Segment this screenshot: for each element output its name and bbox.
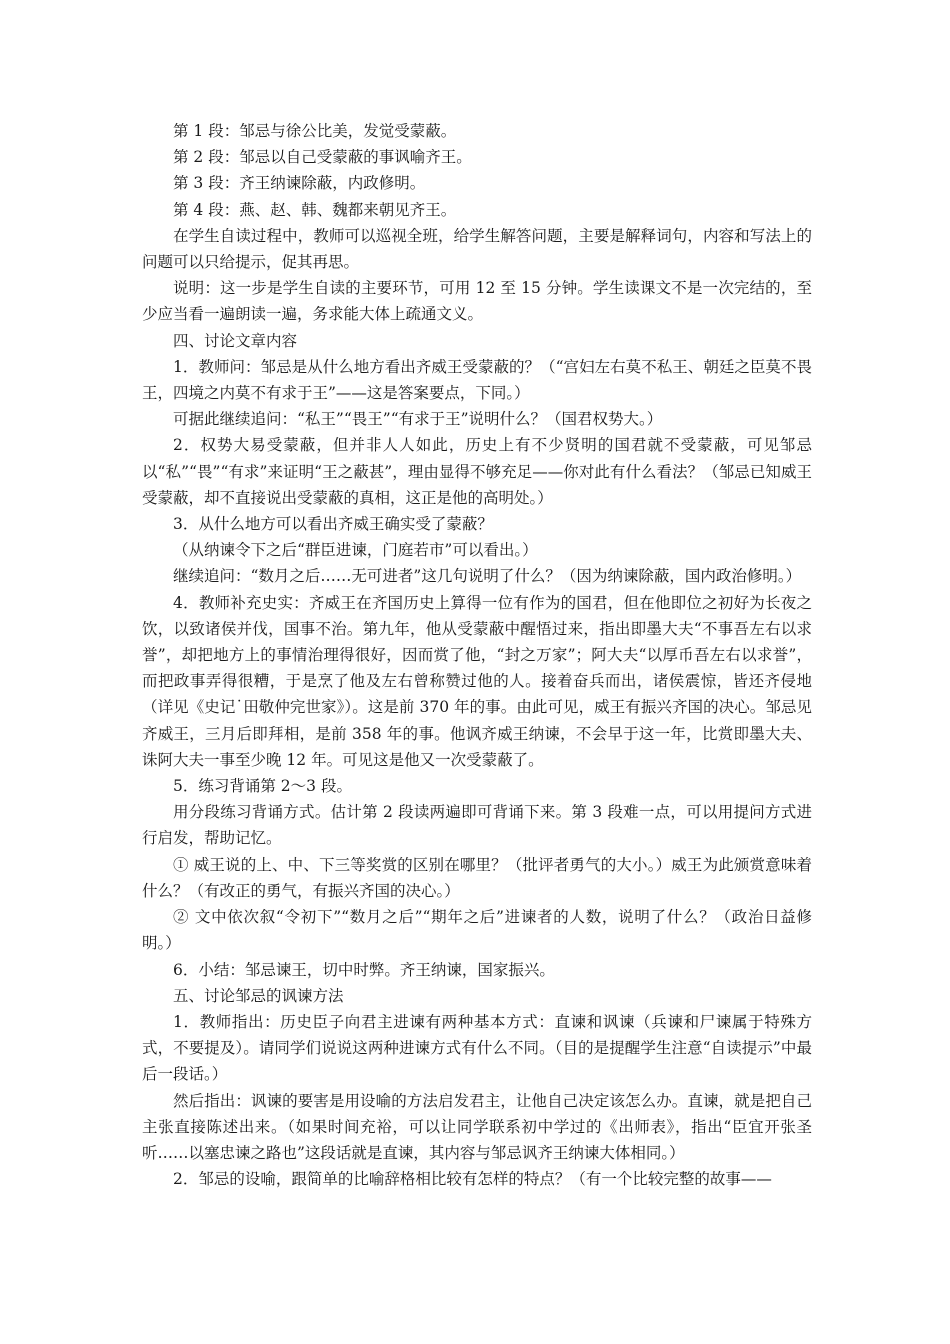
paragraph: 2．邹忌的设喻，跟简单的比喻辞格相比较有怎样的特点？（有一个比较完整的故事——	[173, 1170, 772, 1189]
paragraph: ① 威王说的上、中、下三等奖赏的区别在哪里？（批评者勇气的大小。）威王为此颁赏意味着什么？（有改正的勇气，有振兴齐国的决心。）	[142, 855, 812, 900]
paragraph: 6．小结：邹忌谏王，切中时弊。齐王纳谏，国家振兴。	[173, 960, 555, 979]
paragraph: 然后指出：讽谏的要害是用设喻的方法启发君主，让他自己决定该怎么办。直谏，就是把自己主张直接陈述出来。（如果时间充裕，可以让同学联系初中学过的《出师表》，指出“臣宜开张圣听……以塞忠谏之路也”这段话就是直谏，其内容与邹忌讽齐王纳谏大体相同。）	[142, 1091, 812, 1162]
paragraph: 用分段练习背诵方式。估计第 2 段读两遍即可背诵下来。第 3 段难一点，可以用提问方式进行启发，帮助记忆。	[142, 803, 812, 848]
paragraph: 可据此继续追问：“私王”“畏王”“有求于王”说明什么？（国君权势大。）	[173, 410, 663, 429]
section-heading: 四、讨论文章内容	[173, 331, 298, 350]
paragraph: 1．教师问：邹忌是从什么地方看出齐威王受蒙蔽的？（“宫妇左右莫不私王、朝廷之臣莫不畏王，四境之内莫不有求于王”——这是答案要点，下同。）	[142, 357, 812, 403]
paragraph: ② 文中依次叙“令初下”“数月之后”“期年之后”进谏者的人数，说明了什么？（政治日益修明。）	[142, 908, 812, 953]
paragraph: 4．教师补充史实：齐威王在齐国历史上算得一位有作为的国君，但在他即位之初好为长夜之饮，以致诸侯并伐，国事不治。第九年，他从受蒙蔽中醒悟过来，指出即墨大夫“不事吾左右以求誉”，却把地方上的事情治理得很好，因而赏了他，“封之万家”；阿大夫“以厚币吾左右以求誉”，而把政事弄得很糟，于是烹了他及左右曾称赞过他的人。接着奋兵而出，诸侯震惊，皆还齐侵地（详见《史记˙田敬仲完世家》）。这是前 370 年的事。由此可见，威王有振兴齐国的决心。邹忌见齐威王，三月后即拜相，是前 358 年的事。他讽齐威王纳谏，不会早于这一年，比赏即墨大夫、诛阿大夫一事至少晚 12 年。可见这是他又一次受蒙蔽了。	[142, 593, 812, 769]
paragraph: 3．从什么地方可以看出齐威王确实受了蒙蔽？	[173, 515, 493, 534]
paragraph: 说明：这一步是学生自读的主要环节，可用 12 至 15 分钟。学生读课文不是一次完结的，至少应当看一遍朗读一遍，务求能大体上疏通文义。	[142, 279, 812, 324]
paragraph: （从纳谏令下之后“群臣进谏，门庭若市”可以看出。）	[173, 541, 538, 560]
section-heading: 五、讨论邹忌的讽谏方法	[173, 986, 344, 1005]
paragraph: 第 3 段：齐王纳谏除蔽，内政修明。	[173, 174, 426, 193]
paragraph: 继续追问：“数月之后……无可进者”这几句说明了什么？（因为纳谏除蔽，国内政治修明。）	[173, 567, 802, 586]
paragraph: 2．权势大易受蒙蔽，但并非人人如此，历史上有不少贤明的国君就不受蒙蔽，可见邹忌以“私”“畏”“有求”来证明“王之蔽甚”，理由显得不够充足——你对此有什么看法？（邹忌已知威王受蒙蔽，却不直接说出受蒙蔽的真相，这正是他的高明处。）	[142, 436, 812, 507]
paragraph: 第 4 段：燕、赵、韩、魏都来朝见齐王。	[173, 200, 457, 219]
paragraph: 5．练习背诵第 2～3 段。	[173, 777, 352, 796]
document-body	[142, 118, 812, 1192]
paragraph: 在学生自读过程中，教师可以巡视全班，给学生解答问题，主要是解释词句，内容和写法上的问题可以只给提示，促其再思。	[142, 226, 812, 272]
paragraph: 1．教师指出：历史臣子向君主进谏有两种基本方式：直谏和讽谏（兵谏和尸谏属于特殊方式，不要提及）。请同学们说说这两种进谏方式有什么不同。（目的是提醒学生注意“自读提示”中最后一段话。）	[142, 1012, 812, 1084]
paragraph: 第 1 段：邹忌与徐公比美，发觉受蒙蔽。	[173, 122, 457, 140]
paragraph: 第 2 段：邹忌以自己受蒙蔽的事讽喻齐王。	[173, 148, 472, 167]
